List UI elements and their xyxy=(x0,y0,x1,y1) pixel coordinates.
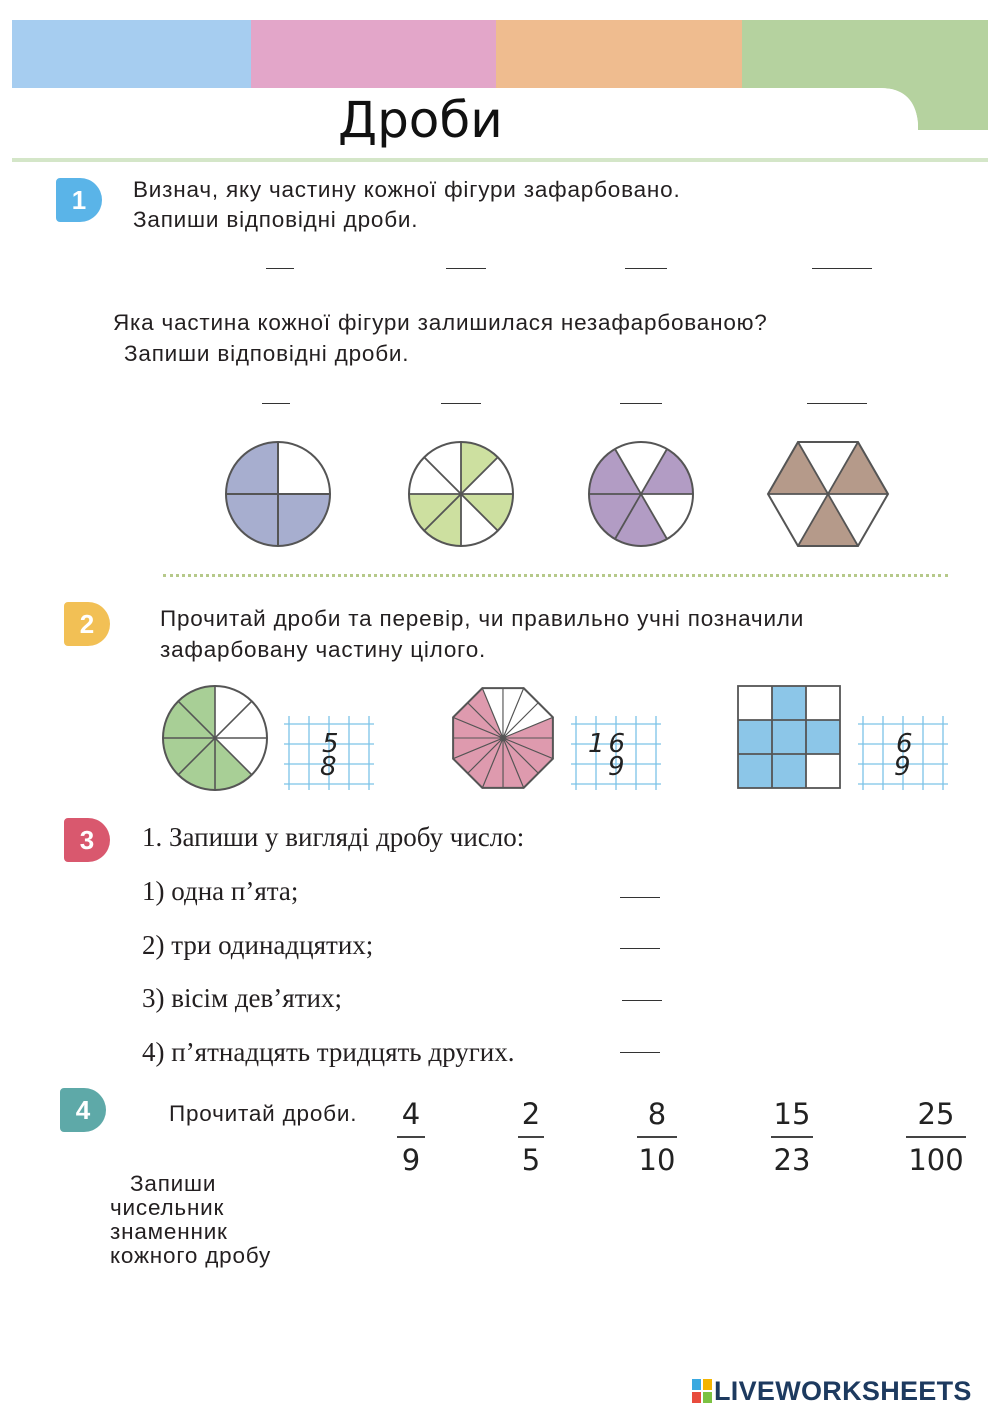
card-1-denominator: 8 xyxy=(320,752,337,782)
answer-blank[interactable] xyxy=(620,897,660,898)
task-3-item-4: 4) п’ятнадцять тридцять других. xyxy=(142,1037,515,1067)
card-3-numerator: 6 xyxy=(896,729,913,759)
task-4-side-line3: знаменник xyxy=(110,1219,228,1244)
card-2-denominator: 9 xyxy=(608,752,625,782)
denominator: 23 xyxy=(773,1143,811,1177)
answer-blank[interactable] xyxy=(812,268,872,269)
answer-blank[interactable] xyxy=(625,268,667,269)
fraction xyxy=(629,1098,685,1176)
task-1-instruction-line3: Яка частина кожної фігури залишилася незафарбованою? xyxy=(113,310,768,335)
liveworksheets-logo-icon xyxy=(692,1379,714,1405)
task-4-side-line1: Запиши xyxy=(130,1171,217,1196)
task-2-instruction-line2: зафарбовану частину цілого. xyxy=(160,637,487,662)
circle-quarters-figure xyxy=(226,442,330,546)
denominator: 5 xyxy=(521,1143,541,1177)
task-3-badge: 3 xyxy=(64,818,110,862)
task-2-badge: 2 xyxy=(64,602,110,646)
numerator: 25 xyxy=(917,1097,955,1131)
denominator: 9 xyxy=(401,1143,421,1177)
answer-blank[interactable] xyxy=(620,1052,660,1053)
answer-blank[interactable] xyxy=(441,403,481,404)
header-band-orange xyxy=(496,20,743,88)
numerator: 2 xyxy=(521,1097,541,1131)
task-3-heading: 1. Запиши у вигляді дробу число: xyxy=(142,822,525,852)
liveworksheets-logo xyxy=(692,1376,972,1407)
fraction xyxy=(503,1098,559,1176)
section-divider xyxy=(163,574,948,577)
numerator: 8 xyxy=(647,1097,667,1131)
task-1-figures xyxy=(215,432,905,558)
task-1-instruction-line2: Запиши відповідні дроби. xyxy=(133,207,419,232)
green-circle-figure xyxy=(163,686,267,790)
liveworksheets-logo-text: LIVEWORKSHEETS xyxy=(714,1376,972,1406)
answer-blank[interactable] xyxy=(807,403,867,404)
task-1-badge: 1 xyxy=(56,178,102,222)
denominator: 100 xyxy=(908,1143,964,1177)
fraction xyxy=(764,1098,820,1176)
fraction xyxy=(896,1098,976,1176)
page-title: Дроби xyxy=(338,91,503,149)
header-band-green xyxy=(742,20,988,88)
task-4-side-line2: чисельник xyxy=(110,1195,225,1220)
task-3-item-3: 3) вісім дев’ятих; xyxy=(142,983,342,1013)
card-1-numerator: 5 xyxy=(322,729,339,759)
circle-sixths-figure xyxy=(589,442,693,546)
answer-blank[interactable] xyxy=(266,268,294,269)
answer-blank[interactable] xyxy=(262,403,290,404)
card-2-numerator: 16 xyxy=(588,729,630,759)
task-3-item-2: 2) три одинадцятих; xyxy=(142,930,374,960)
answer-blank[interactable] xyxy=(622,1000,662,1001)
fraction xyxy=(383,1098,439,1176)
header-band-pink xyxy=(251,20,497,88)
task-1-instruction-line1: Визнач, яку частину кожної фігури зафарбовано. xyxy=(133,177,681,202)
card-3-denominator: 9 xyxy=(894,752,911,782)
circle-eighths-figure xyxy=(409,442,513,546)
answer-blank[interactable] xyxy=(620,948,660,949)
task-1-instruction-line4: Запиши відповідні дроби. xyxy=(124,341,410,366)
task-2-instruction-line1: Прочитай дроби та перевір, чи правильно учні позначили xyxy=(160,606,805,631)
numerator: 4 xyxy=(401,1097,421,1131)
numerator: 15 xyxy=(773,1097,811,1131)
denominator: 10 xyxy=(638,1143,676,1177)
task-2-figures xyxy=(158,680,958,796)
task-4-prompt: Прочитай дроби. xyxy=(169,1101,358,1126)
pink-octagon-figure xyxy=(453,688,553,788)
answer-blank[interactable] xyxy=(620,403,662,404)
task-4-side-line4: кожного дробу xyxy=(110,1243,272,1268)
task-3-item-1: 1) одна п’ята; xyxy=(142,876,299,906)
task-4-badge: 4 xyxy=(60,1088,106,1132)
blue-grid-figure xyxy=(738,686,840,788)
header-band-blue xyxy=(12,20,252,88)
answer-blank[interactable] xyxy=(446,268,486,269)
hexagon-figure xyxy=(768,442,888,546)
